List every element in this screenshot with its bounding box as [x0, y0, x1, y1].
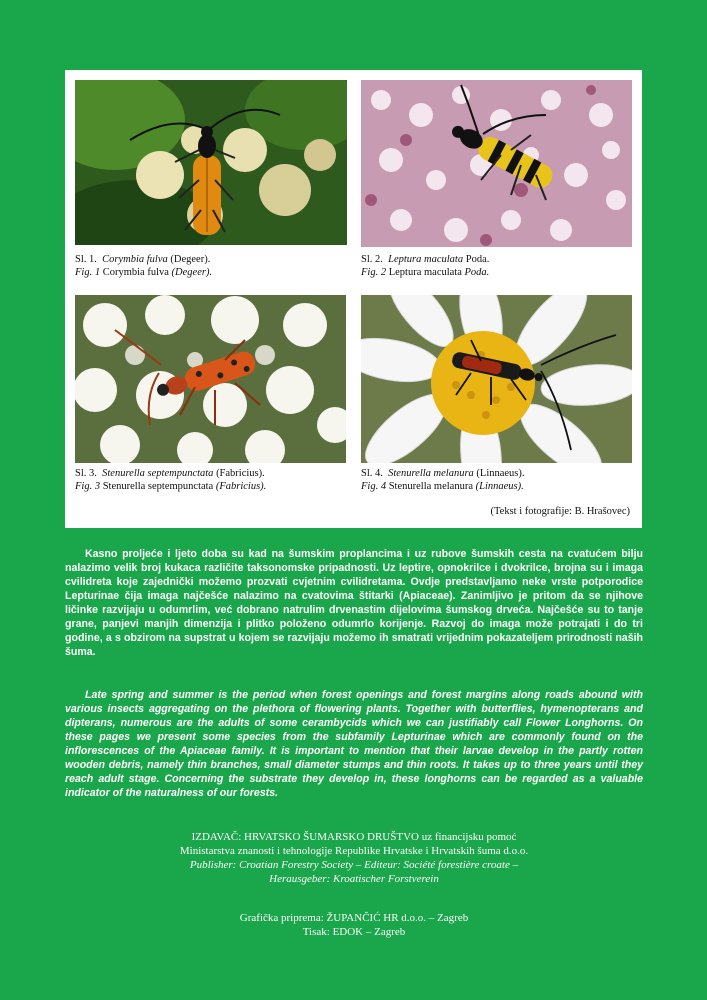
print-credit: Tisak: EDOK – Zagreb: [302, 926, 406, 938]
prepress-credit: Grafička priprema: ŽUPANČIĆ HR d.o.o. – Zagreb: [239, 912, 469, 924]
production-credits: [65, 911, 643, 939]
text-english: [65, 688, 643, 800]
imprint: [65, 830, 643, 886]
paragraph-en: Late spring and summer is the period when forest openings and forest margins along roads abound with various insects aggregating on the plethora of flowering plants. Together with butterflies, hymenopterans and dipterans, numerous are the adults of some cerambycids which we can justifiably call Flower Longhorns. On these pages we present some species from the subfamily Lepturinae which are commonly found on the inflorescences of the Apiaceae family. It is important to mention that their larvae develop in the partly rotten wooden debris, namely thin branches, small diameter stumps and thin roots. It takes up to three years until they reach adult stage. Concerning the substrate they develop in, these longhorns can be regarded as a valuable indicator of the naturalness of our forests.: [65, 689, 643, 799]
paragraph-hr: Kasno proljeće i ljeto doba su kad na šumskim proplancima i uz rubove šumskih cesta na cvatućem bilju nalazimo velik broj kukaca različite taksonomske pripadnosti. Uz leptire, opnokrilce i dvokrilce, brojna su i imaga cvilidreta koje zajednički možemo prozvati cvjetnim cvilidretama. Ovdje predstavljamo neke vrste potporodice Lepturinae čija imaga najčešće nalazimo na cvatovima štitarki (Apiaceae). Zanimljivo je pritom da se njihove ličinke razvijaju u odumrlim, već dobrano natrulim drvenastim dijelovima šumskog drveća. Najčešće su to tanje grane, panjevi manjih dimenzija i plitko položeno odumrlo korijenje. Razvoj do imaga može potrajati i do tri godine, a s obzirom na supstrat u kojem se razvijaju možemo ih smatrati vrijednim pokazateljem prirodnosti naših šuma.: [65, 548, 643, 658]
caption-1: Sl. 1. Corymbia fulva (Degeer). Fig. 1 Corymbia fulva (Degeer).: [75, 254, 213, 278]
photo-stenurella-septempunctata: [75, 295, 346, 463]
imprint-support: Ministarstva znanosti i tehnologije Republike Hrvatske i Hrvatskih šuma d.o.o.: [179, 845, 529, 857]
caption-4: Sl. 4. Stenurella melanura (Linnaeus). Fig. 4 Stenurella melanura (Linnaeus).: [361, 468, 525, 492]
photo-panel: [65, 70, 642, 528]
imprint-publisher: IZDAVAČ: HRVATSKO ŠUMARSKO DRUŠTVO uz financijsku pomoć: [191, 831, 517, 843]
imprint-herausgeber: Herausgeber: Kroatischer Forstverein: [269, 873, 439, 885]
photo-corymbia-fulva: [75, 80, 347, 245]
photo-stenurella-melanura: [361, 295, 632, 463]
caption-2: Sl. 2. Leptura maculata Poda. Fig. 2 Leptura maculata Poda.: [361, 254, 490, 278]
photo-credit: (Tekst i fotografije: B. Hrašovec): [490, 506, 630, 517]
imprint-publisher-translations: Publisher: Croatian Forestry Society – Editeur: Société forestière croate –: [189, 859, 519, 871]
photo-leptura-maculata: [361, 80, 632, 247]
text-croatian: [65, 547, 643, 659]
caption-3: Sl. 3. Stenurella septempunctata (Fabricius). Fig. 3 Stenurella septempunctata (Fabricius).: [75, 468, 267, 492]
